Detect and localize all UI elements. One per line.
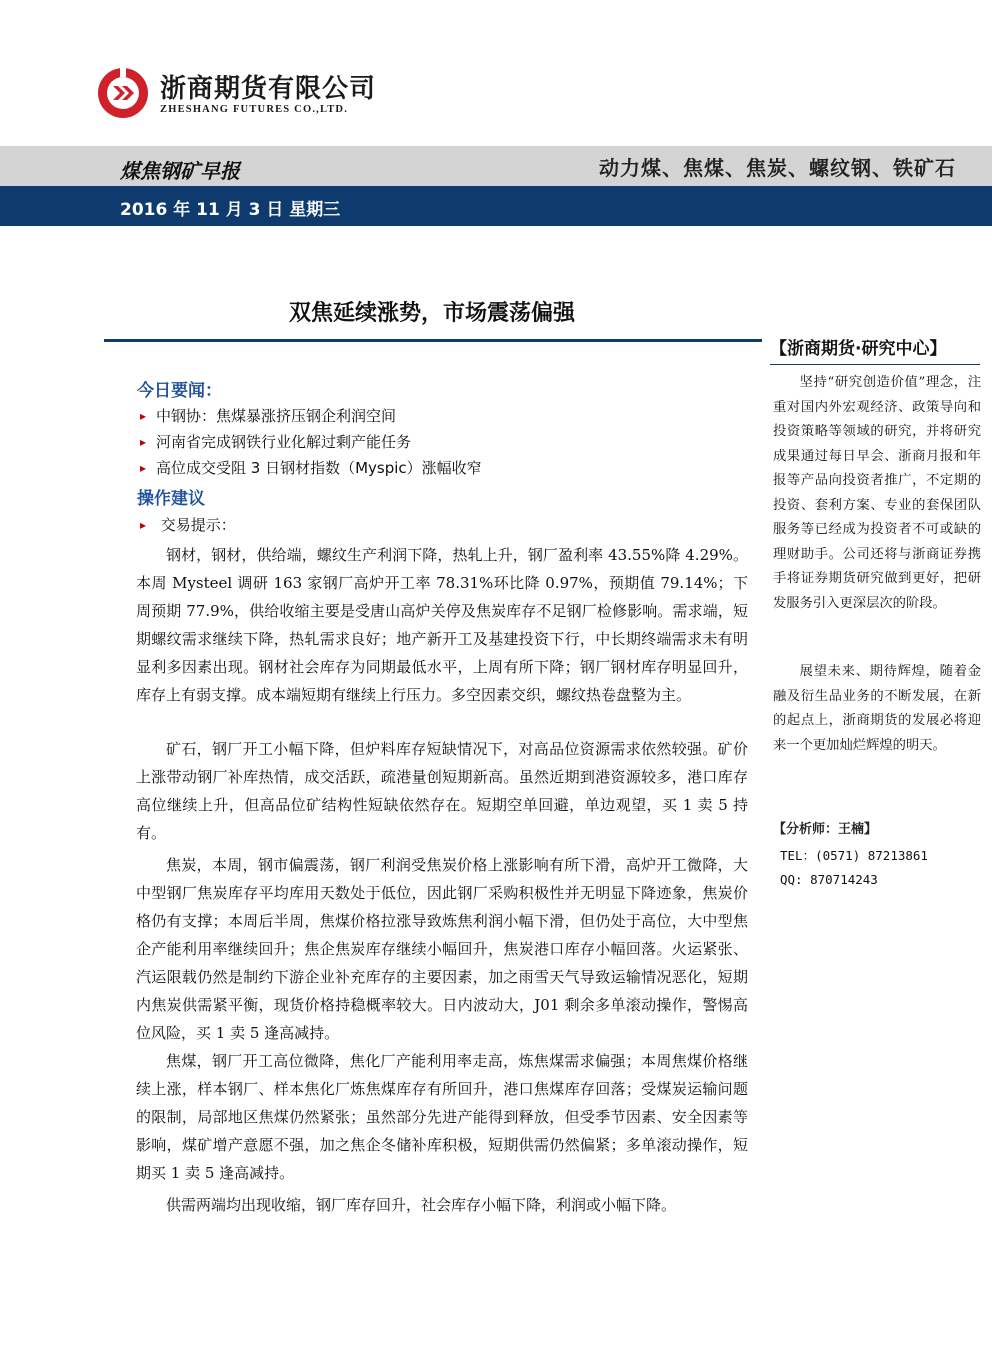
- analyst-phone: TEL：(0571) 87213861: [780, 848, 928, 863]
- sidebar-title: 【浙商期货·研究中心】: [770, 339, 947, 359]
- news-item: [140, 405, 396, 426]
- news-item-text: 中钢协：焦煤暴涨挤压钢企利润空间: [156, 407, 397, 425]
- report-name: 煤焦钢矿早报: [120, 159, 240, 183]
- trading-tip: [140, 514, 236, 535]
- bullet-arrow-icon: ▸: [140, 435, 147, 449]
- news-item: [140, 457, 482, 478]
- report-categories: 动力煤、焦煤、焦炭、螺纹钢、铁矿石: [599, 156, 956, 180]
- analyst-qq: QQ: 870714243: [780, 872, 878, 887]
- paragraph-iron-ore: 矿石，钢厂开工小幅下降，但炉料库存短缺情况下，对高品位资源需求依然较强。矿价上涨带动钢厂补库热情，成交活跃，疏港量创短期新高。虽然近期到港资源较多，港口库存高位继续上升，但高品位矿结构性短缺依然存在。短期空单回避，单边观望，买 1 卖 5 持有。: [136, 740, 748, 842]
- paragraph-coking-coal: 焦煤，钢厂开工高位微降，焦化厂产能利用率走高，炼焦煤需求偏强；本周焦煤价格继续上涨，样本钢厂、样本焦化厂炼焦煤库存有所回升，港口焦煤库存回落；受煤炭运输问题的限制，局部地区焦煤仍然紧张；虽然部分先进产能得到释放，但受季节因素、安全因素等影响，煤矿增产意愿不强，加之焦企冬储补库积极，短期供需仍然偏紧；多单滚动操作，短期买 1 卖 5 逢高减持。: [136, 1052, 748, 1182]
- page-title: 双焦延续涨势，市场震荡偏强: [288, 301, 575, 326]
- news-item: [140, 431, 411, 452]
- bullet-arrow-icon: ▸: [140, 518, 147, 532]
- bullet-arrow-icon: ▸: [140, 461, 147, 475]
- news-heading: 今日要闻：: [137, 381, 222, 401]
- news-item-text: 高位成交受阻 3 日钢材指数（Myspic）涨幅收窄: [156, 459, 482, 477]
- trading-tip-label: 交易提示：: [160, 516, 236, 534]
- bullet-arrow-icon: ▸: [140, 409, 147, 423]
- paragraph-coke: 焦炭，本周，钢市偏震荡，钢厂利润受焦炭价格上涨影响有所下滑，高炉开工微降，大中型钢厂焦炭库存平均库用天数处于低位，因此钢厂采购积极性并无明显下降迹象，焦炭价格仍有支撑；本周后半周，焦煤价格拉涨导致炼焦利润小幅下滑，但仍处于高位，大中型焦企产能利用率继续回升；焦企焦炭库存继续小幅回升，焦炭港口库存小幅回落。火运紧张、汽运限载仍然是制约下游企业补充库存的主要因素，加之雨雪天气导致运输情况恶化，短期内焦炭供需紧平衡，现货价格持稳概率较大。日内波动大，J01 剩余多单滚动操作，警惕高位风险，买 1 卖 5 逢高减持。: [136, 856, 748, 1042]
- sidebar-outlook: 展望未来、期待辉煌，随着金融及衍生品业务的不断发展，在新的起点上，浙商期货的发展必将迎来一个更加灿烂辉煌的明天。: [773, 664, 981, 753]
- zheshang-logo-icon: [96, 66, 150, 120]
- news-item-text: 河南省完成钢铁行业化解过剩产能任务: [156, 433, 412, 451]
- company-name-en: ZHESHANG FUTURES CO.,LTD.: [160, 104, 349, 115]
- sidebar-intro: 坚持“研究创造价值”理念，注重对国内外宏观经济、政策导向和投资策略等领域的研究，并将研究成果通过每日早会、浙商月报和年报等产品向投资者推广，不定期的投资、套利方案、专业的套保团队服务等已经成为投资者不可或缺的理财助手。公司还将与浙商证券携手将证券期货研究做到更好，把研发服务引入更深层次的阶段。: [773, 375, 981, 611]
- title-divider: [104, 339, 762, 342]
- analyst-name: 【分析师：王楠】: [773, 822, 878, 837]
- advice-heading: 操作建议: [137, 489, 205, 509]
- paragraph-summary: 供需两端均出现收缩，钢厂库存回升，社会库存小幅下降，利润或小幅下降。: [166, 1196, 677, 1214]
- company-logo: [96, 66, 396, 126]
- report-date: 2016 年 11 月 3 日 星期三: [120, 200, 341, 220]
- paragraph-steel: 钢材，钢材，供给端，螺纹生产利润下降，热轧上升，钢厂盈利率 43.55%降 4.29%。本周 Mysteel 调研 163 家钢厂高炉开工率 78.31%环比降 0.97%，预期值 79.14%；下周预期 77.9%，供给收缩主要是受唐山高炉关停及焦炭库存不足钢厂检修影响。需求端，短期螺纹需求继续下降，热轧需求良好；地产新开工及基建投资下行，中长期终端需求未有明显利多因素出现。钢材社会库存为同期最低水平，上周有所下降；钢厂钢材库存明显回升，库存上有弱支撑。成本端短期有继续上行压力。多空因素交织，螺纹热卷盘整为主。: [136, 546, 748, 704]
- company-name-cn: 浙商期货有限公司: [160, 74, 377, 104]
- sidebar-divider: [770, 364, 980, 365]
